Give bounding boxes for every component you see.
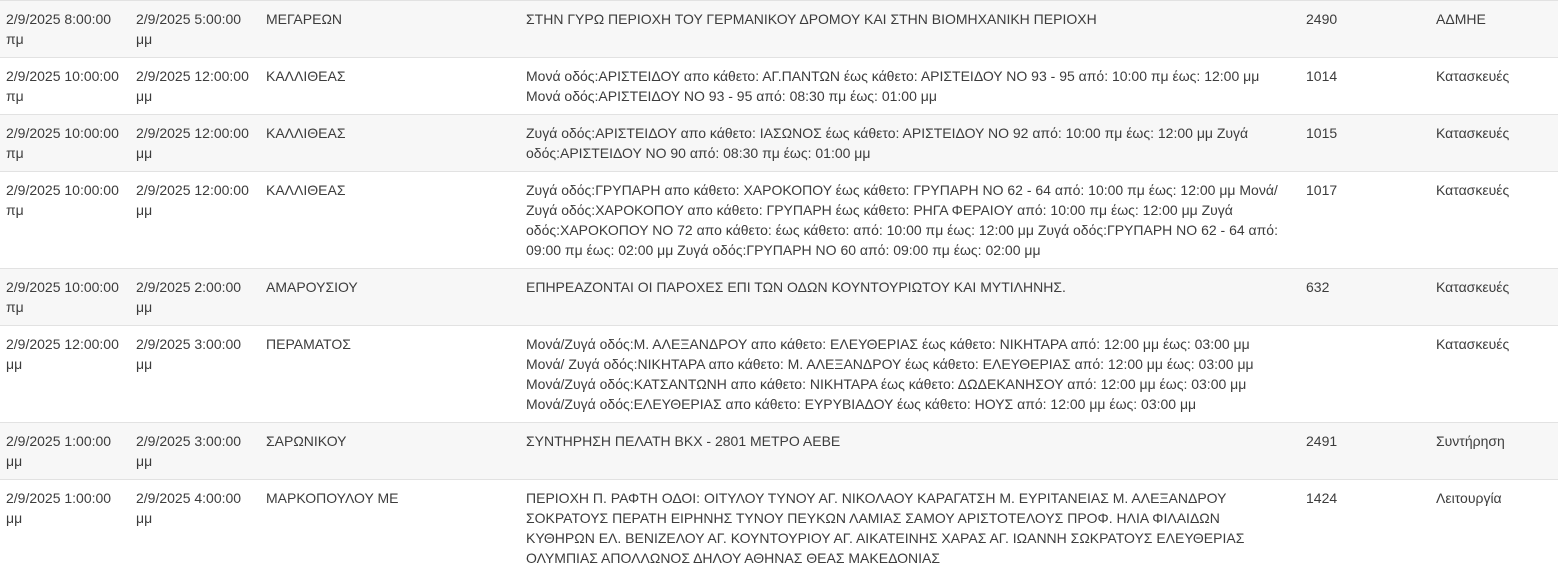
- end-time-cell: 2/9/2025 5:00:00 μμ: [136, 11, 242, 47]
- start-time-cell: 2/9/2025 1:00:00 μμ: [6, 490, 112, 526]
- end-time-cell: 2/9/2025 3:00:00 μμ: [136, 336, 242, 372]
- description-cell: ΕΠΗΡΕΑΖΟΝΤΑΙ ΟΙ ΠΑΡΟΧΕΣ ΕΠΙ ΤΩΝ ΟΔΩΝ ΚΟΥΝΤΟΥΡΙΩΤΟΥ ΚΑΙ ΜΥΤΙΛΗΝΗΣ.: [526, 279, 1066, 295]
- table-row: [0, 326, 1558, 423]
- start-time-cell: 2/9/2025 10:00:00 πμ: [6, 68, 119, 104]
- description-cell: Μονά/Ζυγά οδός:Μ. ΑΛΕΞΑΝΔΡΟΥ απο κάθετο: ΕΛΕΥΘΕΡΙΑΣ έως κάθετο: ΝΙΚΗΤΑΡΑ από: 12:00 μμ έως: 03:00 μμ Μονά/ Ζυγά οδός:ΝΙΚΗΤΑΡΑ απο κάθετο: Μ. ΑΛΕΞΑΝΔΡΟΥ έως κάθετο: ΕΛΕΥΘΕΡΙΑΣ από: 12:00 μμ έως: 03:00 μμ Μονά/Ζυγά οδός:ΚΑΤΣΑΝΤΩΝΗ απο κάθετο: ΝΙΚΗΤΑΡΑ έως κάθετο: ΔΩΔΕΚΑΝΗΣΟΥ από: 12:00 μμ έως: 03:00 μμ Μονά/Ζυγά οδός:ΕΛΕΥΘΕΡΙΑΣ απο κάθετο: ΕΥΡΥΒΙΑΔΟΥ έως κάθετο: ΗΟΥΣ από: 12:00 μμ έως: 03:00 μμ: [526, 336, 1254, 412]
- area-cell: ΚΑΛΛΙΘΕΑΣ: [266, 125, 346, 141]
- start-time-cell: 2/9/2025 1:00:00 μμ: [6, 433, 112, 469]
- area-cell: ΠΕΡΑΜΑΤΟΣ: [266, 336, 351, 352]
- type-cell: Κατασκευές: [1436, 279, 1510, 295]
- start-time-cell: 2/9/2025 10:00:00 πμ: [6, 125, 119, 161]
- number-cell: 1015: [1306, 125, 1338, 141]
- type-cell: ΑΔΜΗΕ: [1436, 11, 1486, 27]
- type-cell: Λειτουργία: [1436, 490, 1502, 506]
- start-time-cell: 2/9/2025 8:00:00 πμ: [6, 11, 112, 47]
- description-cell: ΣΤΗΝ ΓΥΡΩ ΠΕΡΙΟΧΗ ΤΟΥ ΓΕΡΜΑΝΙΚΟΥ ΔΡΟΜΟΥ ΚΑΙ ΣΤΗΝ ΒΙΟΜΗΧΑΝΙΚΗ ΠΕΡΙΟΧΗ: [526, 11, 1097, 27]
- table-row: [0, 423, 1558, 480]
- end-time-cell: 2/9/2025 12:00:00 μμ: [136, 125, 249, 161]
- area-cell: ΜΑΡΚΟΠΟΥΛΟΥ ΜΕ: [266, 490, 399, 506]
- description-cell: Μονά οδός:ΑΡΙΣΤΕΙΔΟΥ απο κάθετο: ΑΓ.ΠΑΝΤΩΝ έως κάθετο: ΑΡΙΣΤΕΙΔΟΥ ΝΟ 93 - 95 από: 10:00 πμ έως: 12:00 μμ Μονά οδός:ΑΡΙΣΤΕΙΔΟΥ ΝΟ 93 - 95 από: 08:30 πμ έως: 01:00 μμ: [526, 68, 1260, 104]
- end-time-cell: 2/9/2025 12:00:00 μμ: [136, 68, 249, 104]
- number-cell: 2490: [1306, 11, 1338, 27]
- area-cell: ΑΜΑΡΟΥΣΙΟΥ: [266, 279, 358, 295]
- description-cell: Ζυγά οδός:ΑΡΙΣΤΕΙΔΟΥ απο κάθετο: ΙΑΣΩΝΟΣ έως κάθετο: ΑΡΙΣΤΕΙΔΟΥ ΝΟ 92 από: 10:00 πμ έως: 12:00 μμ Ζυγά οδός:ΑΡΙΣΤΕΙΔΟΥ ΝΟ 90 από: 08:30 πμ έως: 01:00 μμ: [526, 125, 1249, 161]
- table-row: [0, 172, 1558, 269]
- end-time-cell: 2/9/2025 2:00:00 μμ: [136, 279, 242, 315]
- type-cell: Συντήρηση: [1436, 433, 1505, 449]
- number-cell: 1017: [1306, 182, 1338, 198]
- end-time-cell: 2/9/2025 4:00:00 μμ: [136, 490, 242, 526]
- table-row: [0, 1, 1558, 58]
- start-time-cell: 2/9/2025 10:00:00 πμ: [6, 182, 119, 218]
- area-cell: ΚΑΛΛΙΘΕΑΣ: [266, 182, 346, 198]
- table-row: [0, 269, 1558, 326]
- start-time-cell: 2/9/2025 10:00:00 πμ: [6, 279, 119, 315]
- area-cell: ΚΑΛΛΙΘΕΑΣ: [266, 68, 346, 84]
- type-cell: Κατασκευές: [1436, 68, 1510, 84]
- number-cell: 1014: [1306, 68, 1338, 84]
- number-cell: [1300, 326, 1430, 423]
- description-cell: Ζυγά οδός:ΓΡΥΠΑΡΗ απο κάθετο: ΧΑΡΟΚΟΠΟΥ έως κάθετο: ΓΡΥΠΑΡΗ ΝΟ 62 - 64 από: 10:00 πμ έως: 12:00 μμ Μονά/ Ζυγά οδός:ΧΑΡΟΚΟΠΟΥ απο κάθετο: ΓΡΥΠΑΡΗ έως κάθετο: ΡΗΓΑ ΦΕΡΑΙΟΥ από: 10:00 πμ έως: 12:00 μμ Ζυγά οδός:ΧΑΡΟΚΟΠΟΥ ΝΟ 72 απο κάθετο: έως κάθετο: από: 10:00 πμ έως: 12:00 μμ Ζυγά οδός:ΓΡΥΠΑΡΗ ΝΟ 62 - 64 από: 09:00 πμ έως: 02:00 μμ Ζυγά οδός:ΓΡΥΠΑΡΗ ΝΟ 60 από: 09:00 πμ έως: 02:00 μμ: [526, 182, 1278, 258]
- area-cell: ΜΕΓΑΡΕΩΝ: [266, 11, 343, 27]
- type-cell: Κατασκευές: [1436, 182, 1510, 198]
- number-cell: 632: [1306, 279, 1330, 295]
- type-cell: Κατασκευές: [1436, 125, 1510, 141]
- area-cell: ΣΑΡΩΝΙΚΟΥ: [266, 433, 347, 449]
- table-row: [0, 480, 1558, 577]
- description-cell: ΣΥΝΤΗΡΗΣΗ ΠΕΛΑΤΗ ΒΚΧ - 2801 ΜΕΤΡΟ ΑΕΒΕ: [526, 433, 841, 449]
- end-time-cell: 2/9/2025 3:00:00 μμ: [136, 433, 242, 469]
- end-time-cell: 2/9/2025 12:00:00 μμ: [136, 182, 249, 218]
- number-cell: 1424: [1306, 490, 1338, 506]
- table-row: [0, 115, 1558, 172]
- table-row: [0, 58, 1558, 115]
- type-cell: Κατασκευές: [1436, 336, 1510, 352]
- start-time-cell: 2/9/2025 12:00:00 μμ: [6, 336, 119, 372]
- description-cell: ΠΕΡΙΟΧΗ Π. ΡΑΦΤΗ ΟΔΟΙ: ΟΙΤΥΛΟΥ ΤΥΝΟΥ ΑΓ. ΝΙΚΟΛΑΟΥ ΚΑΡΑΓΑΤΣΗ Μ. ΕΥΡΙΤΑΝΕΙΑΣ Μ. ΑΛΕΞΑΝΔΡΟΥ ΣΟΚΡΑΤΟΥΣ ΠΕΡΑΤΗ ΕΙΡΗΝΗΣ ΤΥΝΟΥ ΠΕΥΚΩΝ ΛΑΜΙΑΣ ΣΑΜΟΥ ΑΡΙΣΤΟΤΕΛΟΥΣ ΠΡΟΦ. ΗΛΙΑ ΦΙΛΑΙΔΩΝ ΚΥΘΗΡΩΝ ΕΛ. ΒΕΝΙΖΕΛΟΥ ΑΓ. ΚΟΥΝΤΟΥΡΙΟΥ ΑΓ. ΑΙΚΑΤΕΙΝΗΣ ΧΑΡΑΣ ΑΓ. ΙΩΑΝΝΗ ΣΩΚΡΑΤΟΥΣ ΕΛΕΥΘΕΡΙΑΣ ΟΛΥΜΠΙΑΣ ΑΠΟΛΛΩΝΟΣ ΔΗΛΟΥ ΑΘΗΝΑΣ ΘΕΑΣ ΜΑΚΕΔΟΝΙΑΣ: [526, 490, 1245, 566]
- number-cell: 2491: [1306, 433, 1338, 449]
